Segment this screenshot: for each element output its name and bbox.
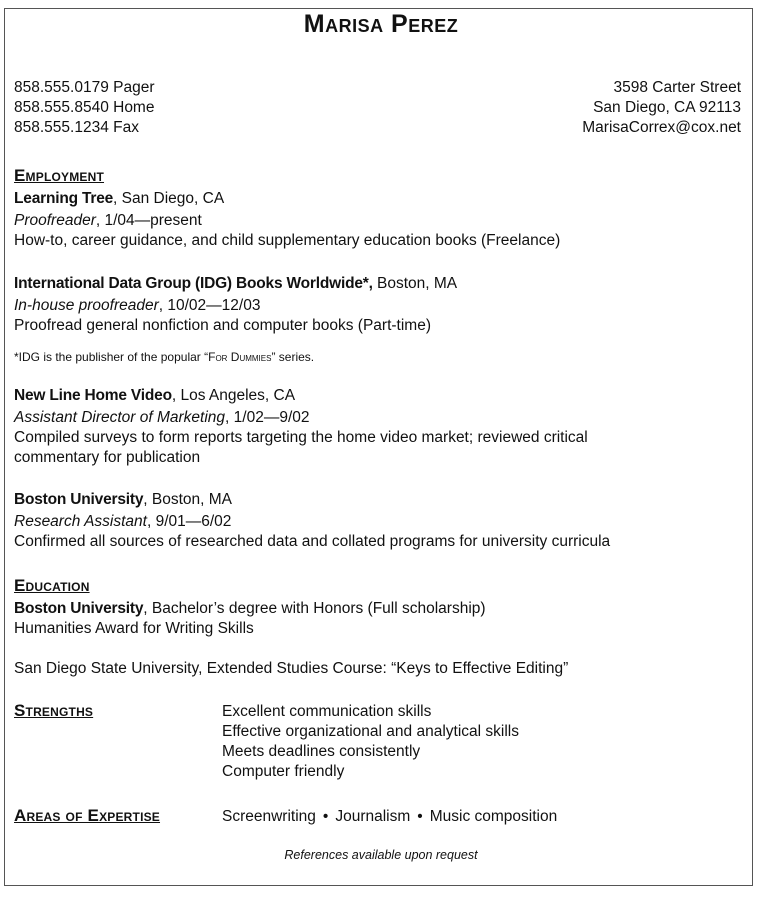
phone-list xyxy=(14,78,154,138)
job-description: Compiled surveys to form reports targeting the home video market; reviewed critical xyxy=(14,429,588,446)
pager-number: 858.555.0179 Pager xyxy=(14,79,155,96)
address-block xyxy=(582,78,741,138)
job-org: New Line Home Video xyxy=(14,387,172,404)
home-number: 858.555.8540 Home xyxy=(14,99,155,116)
job-location: , Boston, MA xyxy=(143,491,232,508)
job-dates: , 1/02—9/02 xyxy=(225,409,310,426)
job-dates: , 10/02—12/03 xyxy=(158,297,261,314)
email-address: MarisaCorrex@cox.net xyxy=(582,119,741,136)
strengths-list xyxy=(222,702,519,782)
education-heading: Education xyxy=(14,576,90,595)
job-role: In-house proofreader xyxy=(14,297,159,314)
education-award: Humanities Award for Writing Skills xyxy=(14,620,254,637)
job-idg xyxy=(14,274,457,336)
education-org: Boston University xyxy=(14,600,144,617)
job-dates: , 9/01—6/02 xyxy=(146,513,232,530)
job-boston-university xyxy=(14,490,610,552)
footnote-series: For Dummies xyxy=(208,350,272,364)
job-location: , Los Angeles, CA xyxy=(171,387,296,404)
strength-item: Computer friendly xyxy=(222,763,345,780)
strengths-heading: Strengths xyxy=(14,701,94,720)
employment-heading: Employment xyxy=(14,166,105,185)
references-note: References available upon request xyxy=(284,848,478,862)
job-description: How-to, career guidance, and child supplementary education books (Freelance) xyxy=(14,232,561,249)
education-degree: , Bachelor’s degree with Honors (Full scholarship) xyxy=(143,600,486,617)
job-new-line xyxy=(14,386,588,468)
job-role: Assistant Director of Marketing xyxy=(14,409,226,426)
bullet-separator: • xyxy=(322,808,329,825)
job-role: Proofreader xyxy=(14,212,96,229)
job-org: Learning Tree xyxy=(14,190,114,207)
expertise-list xyxy=(222,807,557,827)
bullet-separator: • xyxy=(417,808,423,825)
job-location: , San Diego, CA xyxy=(113,190,225,207)
education-extended: San Diego State University, Extended Studies Course: “Keys to Effective Editing” xyxy=(14,660,569,677)
job-org: International Data Group (IDG) Books Worldwide*, xyxy=(14,275,373,292)
job-learning-tree xyxy=(14,189,560,251)
strength-item: Excellent communication skills xyxy=(222,703,432,720)
education-entry xyxy=(14,599,486,639)
job-description: Confirmed all sources of researched data and collated programs for university curricula xyxy=(14,533,611,550)
expertise-heading: Areas of Expertise xyxy=(14,806,161,825)
job-org: Boston University xyxy=(14,491,144,508)
idg-footnote xyxy=(14,350,314,364)
resume-name: Marisa Perez xyxy=(303,10,459,38)
street-address: 3598 Carter Street xyxy=(613,79,741,96)
job-description: commentary for publication xyxy=(14,449,201,466)
strength-item: Effective organizational and analytical skills xyxy=(222,723,519,740)
city-state-zip: San Diego, CA 92113 xyxy=(593,99,741,116)
job-role: Research Assistant xyxy=(14,513,147,530)
expertise-item: Screenwriting xyxy=(222,808,316,825)
fax-number: 858.555.1234 Fax xyxy=(14,119,139,136)
job-dates: , 1/04—present xyxy=(95,212,202,229)
strength-item: Meets deadlines consistently xyxy=(222,743,421,760)
expertise-item: Journalism xyxy=(335,808,411,825)
job-location: Boston, MA xyxy=(372,275,458,292)
job-description: Proofread general nonfiction and computer books (Part-time) xyxy=(14,317,431,334)
expertise-item: Music composition xyxy=(429,808,558,825)
footnote-end: ” series. xyxy=(271,350,315,364)
footnote-text: *IDG is the publisher of the popular “ xyxy=(14,350,209,364)
